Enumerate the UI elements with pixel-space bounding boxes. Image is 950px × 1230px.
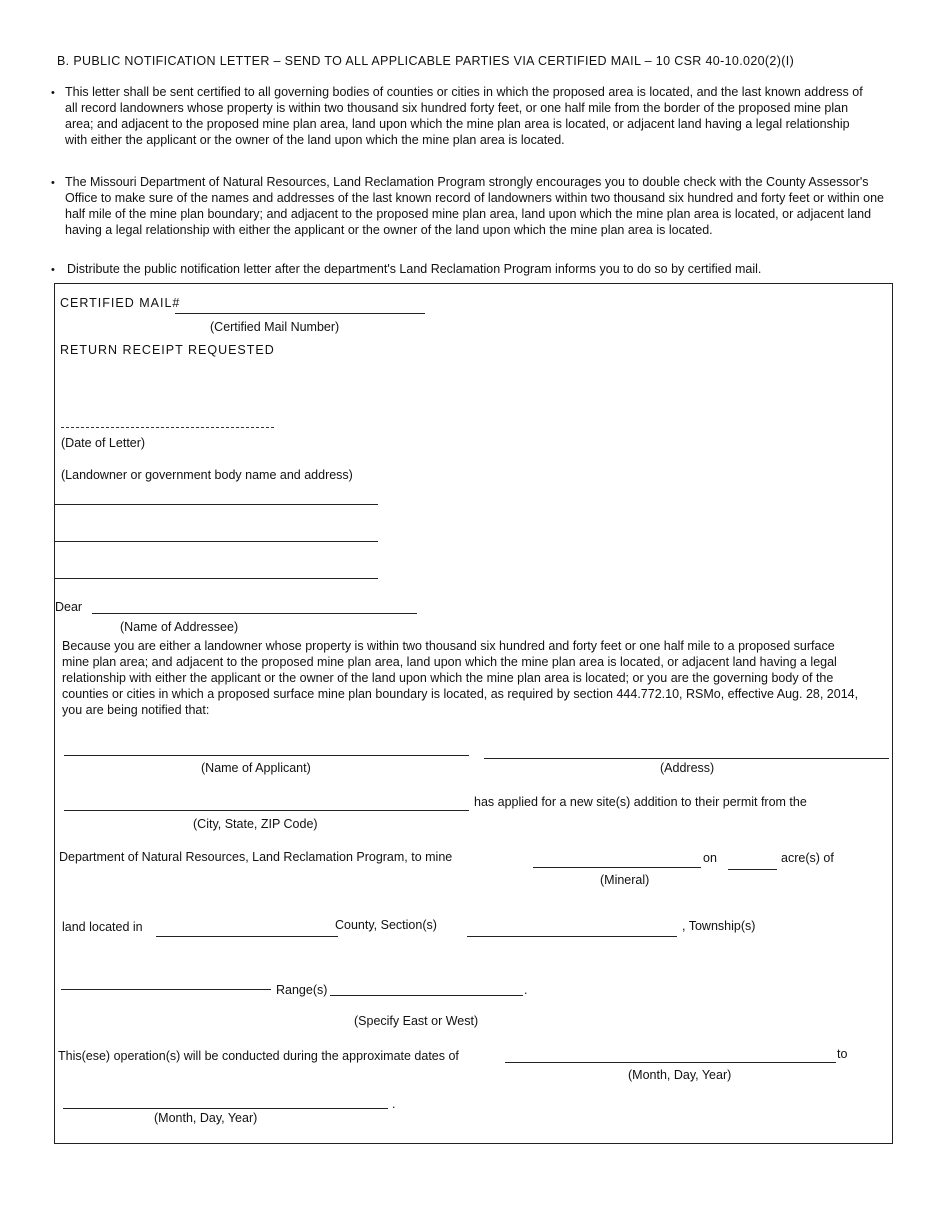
applicant-address-field[interactable] [484, 758, 889, 759]
department-text: Department of Natural Resources, Land Reclamation Program, to mine [59, 850, 453, 864]
return-receipt-label: RETURN RECEIPT REQUESTED [60, 343, 275, 357]
address-line-1-field[interactable] [55, 504, 378, 505]
start-date-caption: (Month, Day, Year) [628, 1068, 732, 1082]
date-of-letter-caption: (Date of Letter) [61, 436, 146, 450]
address-line-2-field[interactable] [55, 541, 378, 542]
county-field[interactable] [156, 936, 338, 937]
to-text: to [837, 1047, 848, 1061]
date-of-letter-field[interactable] [61, 427, 274, 428]
applicant-name-field[interactable] [64, 755, 469, 756]
bullet-icon: • [51, 87, 55, 99]
has-applied-text: has applied for a new site(s) addition to their permit from the [474, 795, 807, 809]
operations-text: This(ese) operation(s) will be conducted during the approximate dates of [58, 1049, 459, 1063]
dear-label: Dear [55, 600, 83, 614]
certified-mail-caption: (Certified Mail Number) [210, 320, 340, 334]
bullet-paragraph-1: This letter shall be sent certified to all governing bodies of counties or cities in which the proposed area is located, and the last known address of all record landowners whose property is within two thousand six hundred forty feet, or one half mile from the border of the proposed mine plan area; and adjacent to the proposed mine plan area, land upon which the mine plan area is located, or adjacent land having a legal relationship with either the applicant or the owner of the land upon which the mine plan area is located. [65, 85, 863, 147]
end-date-field[interactable] [63, 1108, 388, 1109]
city-caption: (City, State, ZIP Code) [193, 817, 318, 831]
page-heading: B. PUBLIC NOTIFICATION LETTER – SEND TO ALL APPLICABLE PARTIES VIA CERTIFIED MAIL – 10 CSR 40-10.020(2)(I) [57, 54, 795, 68]
city-state-zip-field[interactable] [64, 810, 469, 811]
certified-mail-number-field[interactable] [175, 313, 425, 314]
land-located-text: land located in [62, 920, 143, 934]
on-text: on [703, 851, 717, 865]
addressee-caption: (Landowner or government body name and address) [61, 468, 353, 482]
acres-text: acre(s) of [781, 851, 834, 865]
range-text: Range(s) [276, 983, 328, 997]
specify-caption: (Specify East or West) [354, 1014, 479, 1028]
section-field[interactable] [467, 936, 677, 937]
bullet-icon: • [51, 177, 55, 189]
county-section-text: County, Section(s) [335, 918, 437, 932]
letter-body: Because you are either a landowner whose property is within two thousand six hundred and forty feet or one half mile to a proposed surface mine plan area; and adjacent to the proposed mine plan area, land upon which the mine plan area is located, or adjacent land having a legal relationship with either the applicant or the owner of the land upon which the mine plan area is located; or you are the governing body of the counties or cities in which a proposed surface mine plan boundary is located, as required by section 444.772.10, RSMo, effective Aug. 28, 2014, you are being notified that: [62, 639, 859, 717]
bullet-paragraph-3: Distribute the public notification letter after the department's Land Reclamation Program informs you to do so by certified mail. [67, 262, 762, 276]
mineral-field[interactable] [533, 867, 701, 868]
applicant-caption: (Name of Applicant) [201, 761, 311, 775]
range-field[interactable] [330, 995, 523, 996]
address-caption: (Address) [660, 761, 715, 775]
address-line-3-field[interactable] [55, 578, 378, 579]
final-period: . [392, 1097, 396, 1111]
certified-mail-label: CERTIFIED MAIL# [60, 296, 181, 310]
bullet-icon: • [51, 264, 55, 276]
end-date-caption: (Month, Day, Year) [154, 1111, 258, 1125]
start-date-field[interactable] [505, 1062, 836, 1063]
name-of-addressee-caption: (Name of Addressee) [120, 620, 239, 634]
acres-field[interactable] [728, 869, 777, 870]
mineral-caption: (Mineral) [600, 873, 650, 887]
township-field[interactable] [61, 989, 271, 990]
name-of-addressee-field[interactable] [92, 613, 417, 614]
bullet-paragraph-2: The Missouri Department of Natural Resources, Land Reclamation Program strongly encourages you to double check with the County Assessor's Office to make sure of the names and addresses of the last known record of landowners within two thousand six hundred and forty feet or within one half mile of the mine plan boundary; and adjacent to the proposed mine plan area, land upon which the mine plan area is located, or adjacent land having a legal relationship with either the applicant or the owner of the land upon which the mine plan area is located. [65, 175, 884, 237]
township-text: , Township(s) [682, 919, 756, 933]
range-end-period: . [524, 983, 528, 997]
